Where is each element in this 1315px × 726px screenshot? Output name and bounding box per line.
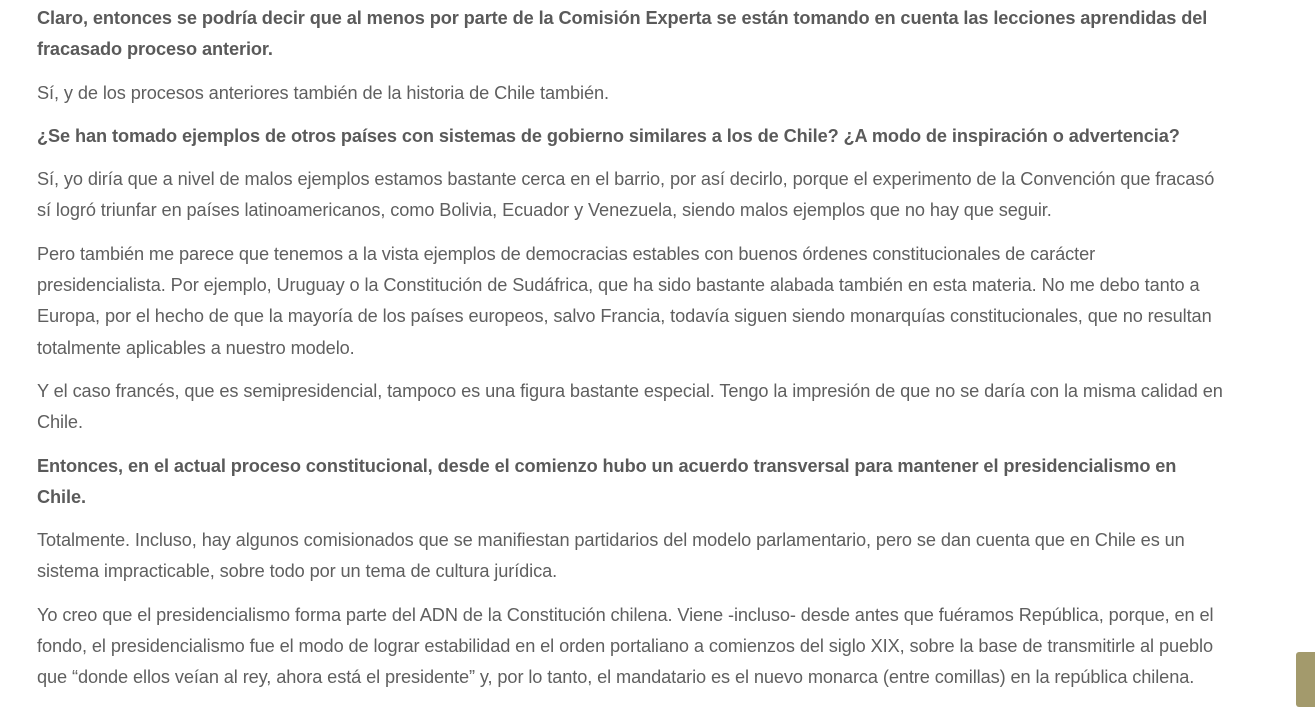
interview-answer: Y el caso francés, que es semipresidencial, tampoco es una figura bastante especial. Tengo la impresión de que no se daría con la misma calidad en Chile.: [37, 380, 1223, 433]
interview-answer: Totalmente. Incluso, hay algunos comisionados que se manifiestan partidarios del modelo parlamentario, pero se dan cuenta que en Chile es un sistema impracticable, sobre todo por un tema de cultura jurídica.: [37, 530, 1185, 582]
scroll-to-top-button[interactable]: [1296, 652, 1315, 707]
interview-answer: Sí, yo diría que a nivel de malos ejemplos estamos bastante cerca en el barrio, por así decirlo, porque el experimento de la Convención que fracasó sí logró triunfar en países latinoamericanos, como Bolivia, Ecuador y Venezuela, siendo malos ejemplos que no hay que seguir.: [37, 169, 1215, 221]
article-body: [37, 3, 1227, 706]
interview-question: ¿Se han tomado ejemplos de otros países con sistemas de gobierno similares a los de Chile? ¿A modo de inspiración o advertencia?: [37, 125, 1180, 146]
interview-answer: Pero también me parece que tenemos a la vista ejemplos de democracias estables con buenos órdenes constitucionales de carácter presidencialista. Por ejemplo, Uruguay o la Constitución de Sudáfrica, que ha sido bastante alabada también en esta materia. No me debo tanto a Europa, por el hecho de que la mayoría de los países europeos, salvo Francia, todavía siguen siendo monarquías constitucionales, que no resultan totalmente aplicables a nuestro modelo.: [37, 243, 1212, 358]
interview-question: Claro, entonces se podría decir que al menos por parte de la Comisión Experta se están tomando en cuenta las lecciones aprendidas del fracasado proceso anterior.: [37, 8, 1208, 60]
interview-answer: Yo creo que el presidencialismo forma parte del ADN de la Constitución chilena. Viene -incluso- desde antes que fuéramos República, porque, en el fondo, el presidencialismo fue el modo de lograr estabilidad en el orden portaliano a comienzos del siglo XIX, sobre la base de transmitirle al pueblo que “donde ellos veían al rey, ahora está el presidente” y, por lo tanto, el mandatario es el nuevo monarca (entre comillas) en la república chilena.: [37, 604, 1214, 688]
interview-question: Entonces, en el actual proceso constitucional, desde el comienzo hubo un acuerdo transversal para mantener el presidencialismo en Chile.: [37, 455, 1177, 507]
interview-answer: Sí, y de los procesos anteriores también de la historia de Chile también.: [37, 82, 609, 103]
